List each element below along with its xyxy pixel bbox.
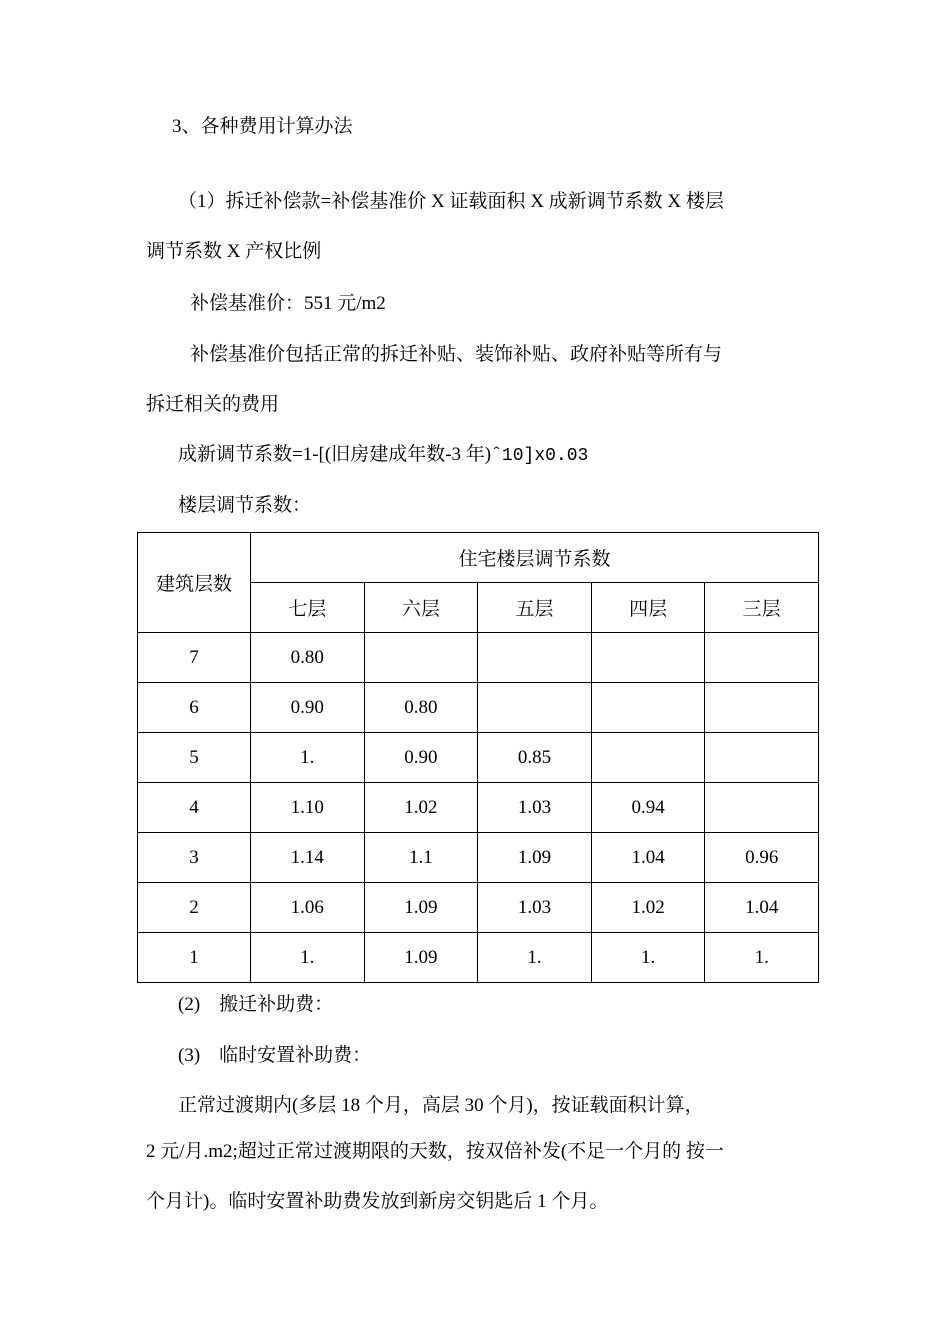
floor-cell: 3 xyxy=(138,833,251,883)
floor-cell: 4 xyxy=(138,783,251,833)
coefficient-cell: 1. xyxy=(251,733,365,783)
coefficient-cell: 0.90 xyxy=(364,733,478,783)
depreciation-formula-text: 成新调节系数=1-[(旧房建成年数-3 年) xyxy=(178,444,492,465)
table-row xyxy=(138,933,819,983)
coefficient-cell xyxy=(705,733,819,783)
coefficient-cell: 0.85 xyxy=(478,733,592,783)
coefficient-cell: 1. xyxy=(478,933,592,983)
coefficient-cell xyxy=(478,633,592,683)
column-header: 三层 xyxy=(705,583,819,633)
table-row xyxy=(138,633,819,683)
row-header-cell: 建筑层数 xyxy=(138,533,251,633)
coefficient-cell: 1.09 xyxy=(364,883,478,933)
floor-cell: 7 xyxy=(138,633,251,683)
base-price: 补偿基准价：551 元/m2 xyxy=(190,293,386,314)
resettlement-text-line3: 个月计)。临时安置补助费发放到新房交钥匙后 1 个月。 xyxy=(146,1191,609,1212)
coefficient-cell: 1. xyxy=(591,933,705,983)
table-row xyxy=(138,683,819,733)
coefficient-cell: 0.96 xyxy=(705,833,819,883)
coefficient-cell: 0.90 xyxy=(251,683,365,733)
coefficient-cell xyxy=(591,733,705,783)
coefficient-cell: 1.1 xyxy=(364,833,478,883)
coefficient-cell: 0.94 xyxy=(591,783,705,833)
compensation-formula-line2: 调节系数 X 产权比例 xyxy=(146,241,322,262)
coefficient-cell: 1.14 xyxy=(251,833,365,883)
coefficient-cell xyxy=(705,633,819,683)
table-row xyxy=(138,733,819,783)
coefficient-cell xyxy=(591,633,705,683)
coefficient-cell: 1. xyxy=(251,933,365,983)
base-price-desc-line2: 拆迁相关的费用 xyxy=(146,394,280,415)
coefficient-cell: 1.03 xyxy=(478,783,592,833)
coefficient-cell: 1. xyxy=(705,933,819,983)
depreciation-formula xyxy=(178,443,588,468)
coefficient-cell xyxy=(478,683,592,733)
floor-cell: 6 xyxy=(138,683,251,733)
coefficient-cell xyxy=(705,783,819,833)
depreciation-formula-tail: ˆ10]x0.03 xyxy=(491,446,589,466)
coefficient-cell: 1.04 xyxy=(591,833,705,883)
floor-cell: 1 xyxy=(138,933,251,983)
coefficient-cell xyxy=(591,683,705,733)
column-header: 四层 xyxy=(591,583,705,633)
floor-coefficient-label: 楼层调节系数： xyxy=(178,495,312,516)
coefficient-cell: 1.10 xyxy=(251,783,365,833)
floor-coefficient-table xyxy=(137,532,819,983)
floor-cell: 5 xyxy=(138,733,251,783)
column-header: 六层 xyxy=(364,583,478,633)
temporary-resettlement-title: (3) 临时安置补助费： xyxy=(178,1045,372,1066)
resettlement-text-line1: 正常过渡期内(多层 18 个月，高层 30 个月)，按证载面积计算， xyxy=(178,1095,704,1116)
coefficient-cell xyxy=(705,683,819,733)
group-header-cell: 住宅楼层调节系数 xyxy=(251,533,819,583)
coefficient-cell: 1.02 xyxy=(364,783,478,833)
relocation-subsidy-title: (2) 搬迁补助费： xyxy=(178,994,334,1015)
coefficient-cell: 1.09 xyxy=(478,833,592,883)
floor-cell: 2 xyxy=(138,883,251,933)
base-price-desc-line1: 补偿基准价包括正常的拆迁补贴、装饰补贴、政府补贴等所有与 xyxy=(190,344,723,365)
coefficient-cell: 1.02 xyxy=(591,883,705,933)
section-title: 3、各种费用计算办法 xyxy=(172,116,353,137)
table-row xyxy=(138,783,819,833)
coefficient-cell: 1.06 xyxy=(251,883,365,933)
coefficient-cell: 0.80 xyxy=(251,633,365,683)
column-header: 七层 xyxy=(251,583,365,633)
coefficient-cell: 1.04 xyxy=(705,883,819,933)
coefficient-cell xyxy=(364,633,478,683)
compensation-formula-line1: （1）拆迁补偿款=补偿基准价 X 证载面积 X 成新调节系数 X 楼层 xyxy=(178,191,724,212)
column-header: 五层 xyxy=(478,583,592,633)
resettlement-text-line2: 2 元/月.m2;超过正常过渡期限的天数，按双倍补发(不足一个月的 按一 xyxy=(146,1141,724,1162)
coefficient-cell: 1.09 xyxy=(364,933,478,983)
table-row xyxy=(138,883,819,933)
coefficient-cell: 0.80 xyxy=(364,683,478,733)
coefficient-cell: 1.03 xyxy=(478,883,592,933)
table-row xyxy=(138,833,819,883)
